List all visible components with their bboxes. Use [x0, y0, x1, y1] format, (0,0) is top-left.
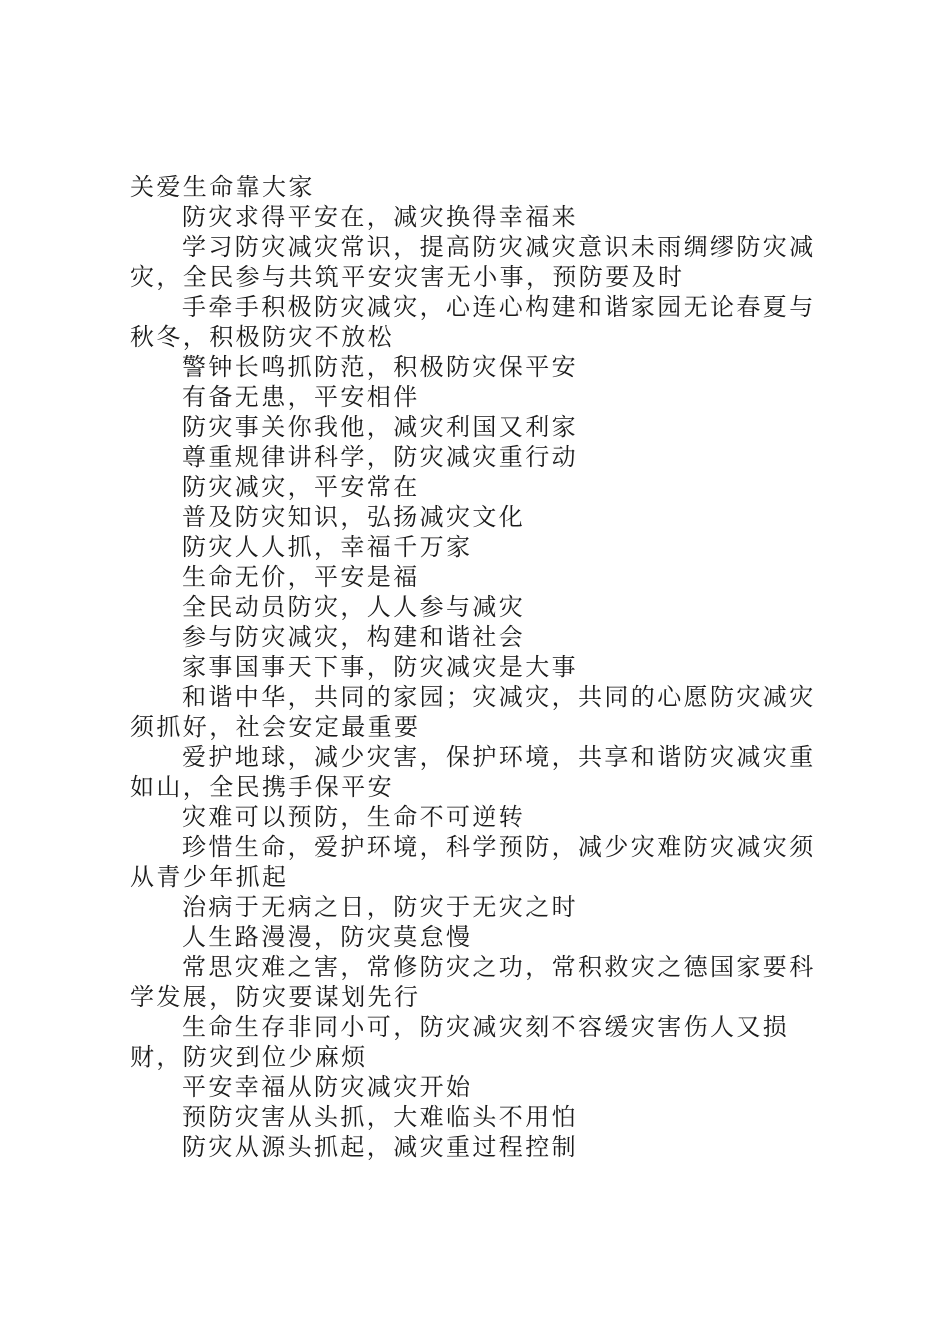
- slogan-line: 爱护地球，减少灾害，保护环境，共享和谐防灾减灾重如山，全民携手保平安: [130, 743, 816, 801]
- slogan-line: 有备无患，平安相伴: [182, 383, 420, 411]
- document-body: [130, 172, 835, 1162]
- slogan-line: 预防灾害从头抓，大难临头不用怕: [182, 1103, 578, 1131]
- slogan-line: 警钟长鸣抓防范，积极防灾保平安: [182, 353, 578, 381]
- slogan-line: 普及防灾知识，弘扬减灾文化: [182, 503, 526, 531]
- slogan-line: 防灾人人抓，幸福千万家: [182, 533, 473, 561]
- slogan-line: 灾难可以预防，生命不可逆转: [182, 803, 526, 831]
- slogan-line: 防灾减灾，平安常在: [182, 473, 420, 501]
- slogan-line: 手牵手积极防灾减灾，心连心构建和谐家园无论春夏与秋冬，积极防灾不放松: [130, 293, 816, 351]
- slogan-line: 全民动员防灾，人人参与减灾: [182, 593, 526, 621]
- slogan-line: 尊重规律讲科学，防灾减灾重行动: [182, 443, 578, 471]
- slogan-line: 家事国事天下事，防灾减灾是大事: [182, 653, 578, 681]
- slogan-line: 防灾事关你我他，减灾利国又利家: [182, 413, 578, 441]
- slogan-line: 平安幸福从防灾减灾开始: [182, 1073, 473, 1101]
- slogan-line: 和谐中华，共同的家园；灾减灾，共同的心愿防灾减灾须抓好，社会安定最重要: [130, 683, 816, 741]
- slogan-line: 参与防灾减灾，构建和谐社会: [182, 623, 526, 651]
- slogan-line: 治病于无病之日，防灾于无灾之时: [182, 893, 578, 921]
- slogan-line: 生命无价，平安是福: [182, 563, 420, 591]
- slogan-line: 生命生存非同小可，防灾减灾刻不容缓灾害伤人又损财，防灾到位少麻烦: [130, 1013, 790, 1071]
- slogan-line: 防灾从源头抓起，减灾重过程控制: [182, 1133, 578, 1161]
- slogan-line: 人生路漫漫，防灾莫怠慢: [182, 923, 473, 951]
- first-line: 关爱生命靠大家: [130, 173, 315, 201]
- slogan-line: 常思灾难之害，常修防灾之功，常积救灾之德国家要科学发展，防灾要谋划先行: [130, 953, 816, 1011]
- slogan-line: 学习防灾减灾常识，提高防灾减灾意识未雨绸缪防灾减灾，全民参与共筑平安灾害无小事，预防要及时: [130, 233, 816, 291]
- slogan-line: 珍惜生命，爱护环境，科学预防，减少灾难防灾减灾须从青少年抓起: [130, 833, 816, 891]
- slogan-line: 防灾求得平安在，减灾换得幸福来: [182, 203, 578, 231]
